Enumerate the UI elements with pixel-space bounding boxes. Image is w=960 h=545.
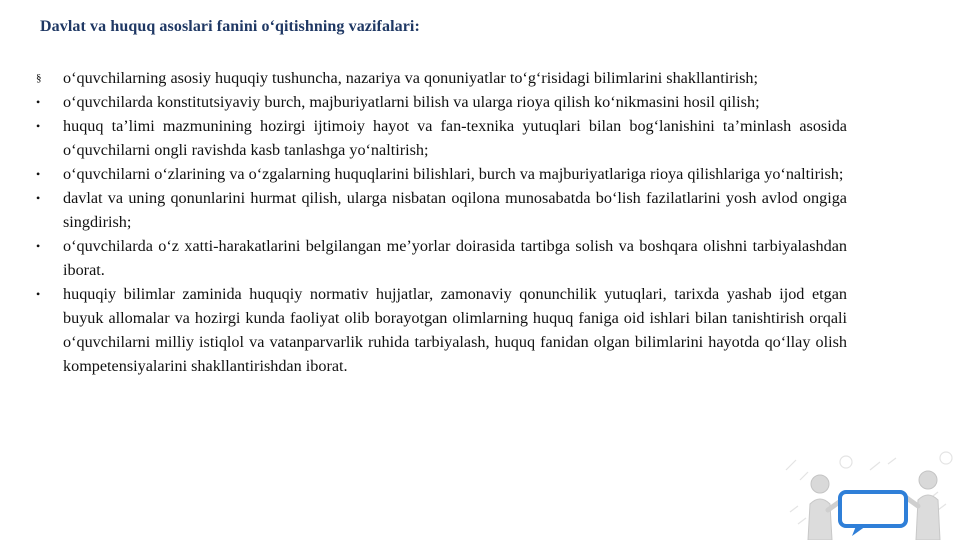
tasks-bullet-list bbox=[36, 66, 847, 378]
left-person-icon bbox=[808, 475, 842, 540]
bullet-text: o‘quvchilarni o‘zlarining va o‘zgalarning huquqlarini bilishlari, burch va majburiyatlariga rioya qilishlariga yo‘naltirish; bbox=[63, 165, 844, 183]
dot-bullet-icon: • bbox=[36, 95, 41, 109]
bullet-text: o‘quvchilarning asosiy huquqiy tushuncha, nazariya va qonuniyatlar to‘g‘risidagi bilimlarini shakllantirish; bbox=[63, 69, 759, 87]
bullet-text: davlat va uning qonunlarini hurmat qilish, ularga nisbatan oqilona munosabatda bo‘lish fazilatlarini yosh avlod ongiga singdirish; bbox=[63, 189, 847, 231]
dot-bullet-icon: • bbox=[36, 167, 41, 181]
bullet-item bbox=[36, 114, 847, 162]
speech-bubble-icon bbox=[840, 492, 906, 536]
square-bullet-icon: § bbox=[36, 72, 42, 84]
bullet-item bbox=[36, 186, 847, 234]
dot-bullet-icon: • bbox=[36, 191, 41, 205]
bullet-text: huquqiy bilimlar zaminida huquqiy normativ hujjatlar, zamonaviy qonunchilik yutuqlari, tarixda yashab ijod etgan buyuk allomalar va hozirgi kunda faoliyat olib borayotgan olimlarning huquq faniga oid ishlari bilan tanishtirish orqali o‘quvchilarni milliy istiqlol va vatanparvarlik ruhida tarbiyalash, huquq fanidan olgan bilimlarini hayotda qo‘llay olish kompetensiyalarini shakllantirishdan iborat. bbox=[63, 285, 847, 375]
dot-bullet-icon: • bbox=[36, 119, 41, 133]
bullet-text: o‘quvchilarda o‘z xatti-harakatlarini belgilangan me’yorlar doirasida tartibga solish va boshqara olishni tarbiyalashdan iborat. bbox=[63, 237, 847, 279]
dot-bullet-icon: • bbox=[36, 287, 41, 301]
slide-title: Davlat va huquq asoslari fanini o‘qitishning vazifalari: bbox=[40, 18, 420, 35]
bullet-item bbox=[36, 234, 847, 282]
bullet-item bbox=[36, 66, 847, 90]
illustration-svg bbox=[778, 440, 960, 540]
people-speech-bubble-illustration bbox=[778, 440, 960, 540]
right-person-icon bbox=[904, 471, 940, 540]
bullet-item bbox=[36, 282, 847, 378]
dot-bullet-icon: • bbox=[36, 239, 41, 253]
bullet-item bbox=[36, 90, 847, 114]
bullet-item bbox=[36, 162, 847, 186]
bullet-text: huquq ta’limi mazmunining hozirgi ijtimoiy hayot va fan-texnika yutuqlari bilan bog‘lanishini ta’minlash asosida o‘quvchilarni ongli ravishda kasb tanlashga yo‘naltirish; bbox=[63, 117, 847, 159]
bullet-text: o‘quvchilarda konstitutsiyaviy burch, majburiyatlarni bilish va ularga rioya qilish ko‘nikmasini hosil qilish; bbox=[63, 93, 760, 111]
